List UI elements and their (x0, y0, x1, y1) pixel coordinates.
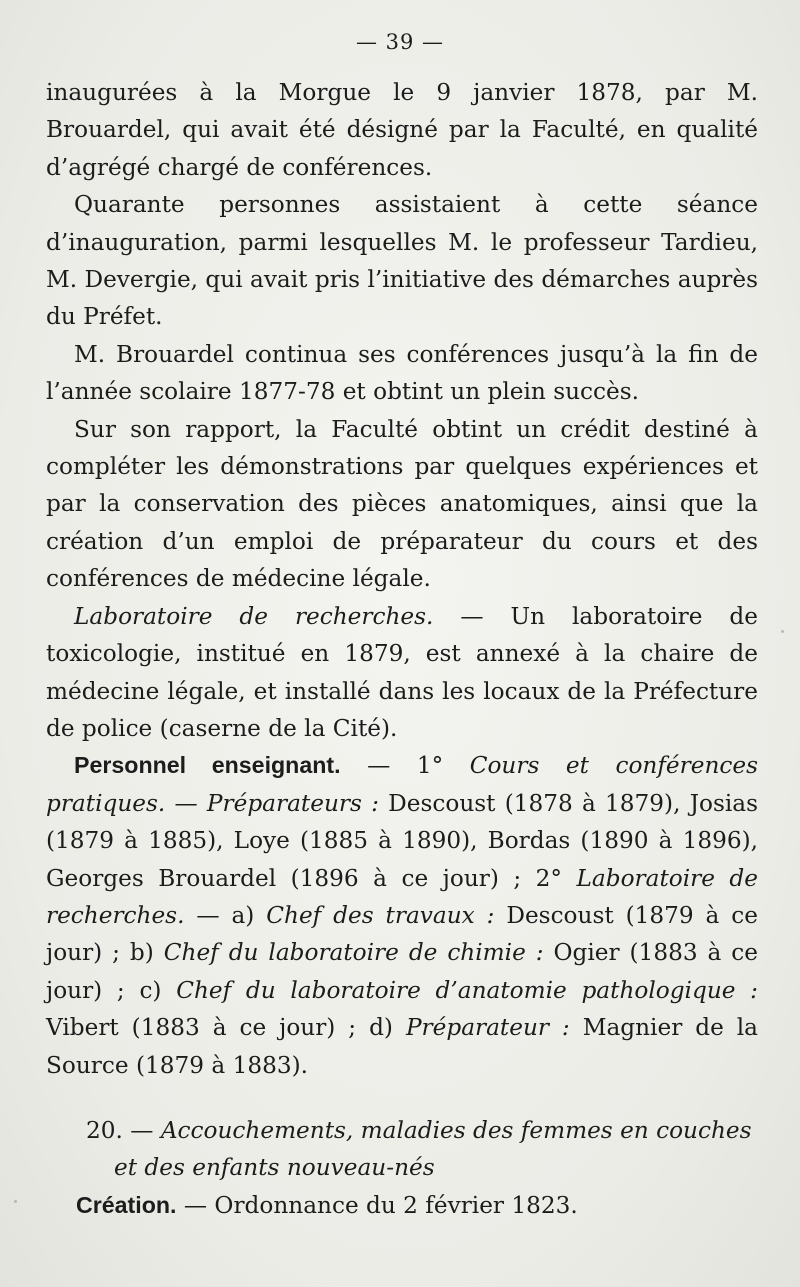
personnel-text-3: Descoust (1878 à 1879), Josias (1879 à 1885), Loye (1885 à 1890), Bordas (1890 à 1896), Georges Brouardel (1896 à ce jour) ; 2° (46, 789, 758, 892)
personnel-text-4: — a) (184, 901, 267, 929)
laboratoire-text: — Un laboratoire de toxicologie, institué en 1879, est annexé à la chaire de médecine légale, et installé dans les locaux de la Préfecture de police (caserne de la Cité). (46, 602, 758, 742)
personnel-label: Personnel enseignant. (74, 752, 341, 779)
personnel-text-2: — (165, 789, 207, 817)
personnel-italic-6: Chef du laboratoire d’anatomie pathologique : (176, 976, 758, 1004)
personnel-italic-5: Chef du laboratoire de chimie : (163, 939, 544, 967)
personnel-text-5: Descoust (1879 à ce jour) ; b) (46, 901, 759, 967)
paragraph-personnel (46, 747, 758, 1084)
personnel-text-1: — 1° (340, 752, 470, 780)
paragraph-creation (46, 1187, 758, 1224)
creation-label: Création. (76, 1191, 177, 1218)
section-spacer (46, 1084, 758, 1112)
page-body (46, 74, 758, 1224)
paragraph-inauguration: inaugurées à la Morgue le 9 janvier 1878, par M. Brouardel, qui avait été désigné par la Faculté, en qualité d’agrégé chargé de conférences. (46, 79, 758, 181)
section-title-line-2: et des enfants nouveau-nés (114, 1154, 435, 1182)
page-number: — 39 — (355, 30, 445, 54)
laboratoire-title: Laboratoire de recherches. (74, 602, 434, 630)
paragraph-rapport: Sur son rapport, la Faculté obtint un crédit destiné à compléter les démonstrations par quelques expériences et par la conservation des pièces anatomiques, ainsi que la création d’un emploi de préparateur du cours et des conférences de médecine légale. (46, 415, 758, 593)
personnel-italic-2: Préparateurs : (206, 789, 379, 817)
paper-speck (14, 1200, 17, 1203)
personnel-text-8: Magnier de la Source (1879 à 1883). (46, 1014, 758, 1079)
section-number: 20. — (86, 1116, 161, 1144)
section-title-line-1: Accouchements, maladies des femmes en couches (160, 1116, 752, 1144)
personnel-italic-4: Chef des travaux : (266, 901, 495, 929)
paragraph-quarante: Quarante personnes assistaient à cette séance d’inauguration, parmi lesquelles M. le professeur Tardieu, M. Devergie, qui avait pris l’initiative des démarches auprès du Préfet. (46, 191, 759, 331)
section-heading-line-2 (46, 1149, 758, 1186)
paragraph-laboratoire (46, 598, 758, 748)
creation-text: — Ordonnance du 2 février 1823. (176, 1191, 578, 1219)
personnel-italic-7: Préparateur : (405, 1014, 570, 1042)
personnel-italic-1: Cours et conférences pratiques. (46, 752, 759, 817)
personnel-italic-3: Laboratoire de recherches. (46, 864, 759, 929)
section-heading (46, 1112, 758, 1149)
paper-speck (781, 630, 784, 633)
paragraph-brouardel: M. Brouardel continua ses conférences jusqu’à la fin de l’année scolaire 1877-78 et obtint un plein succès. (46, 340, 758, 406)
personnel-text-6: Ogier (1883 à ce jour) ; c) (46, 939, 758, 1004)
personnel-text-7: Vibert (1883 à ce jour) ; d) (46, 1014, 406, 1042)
